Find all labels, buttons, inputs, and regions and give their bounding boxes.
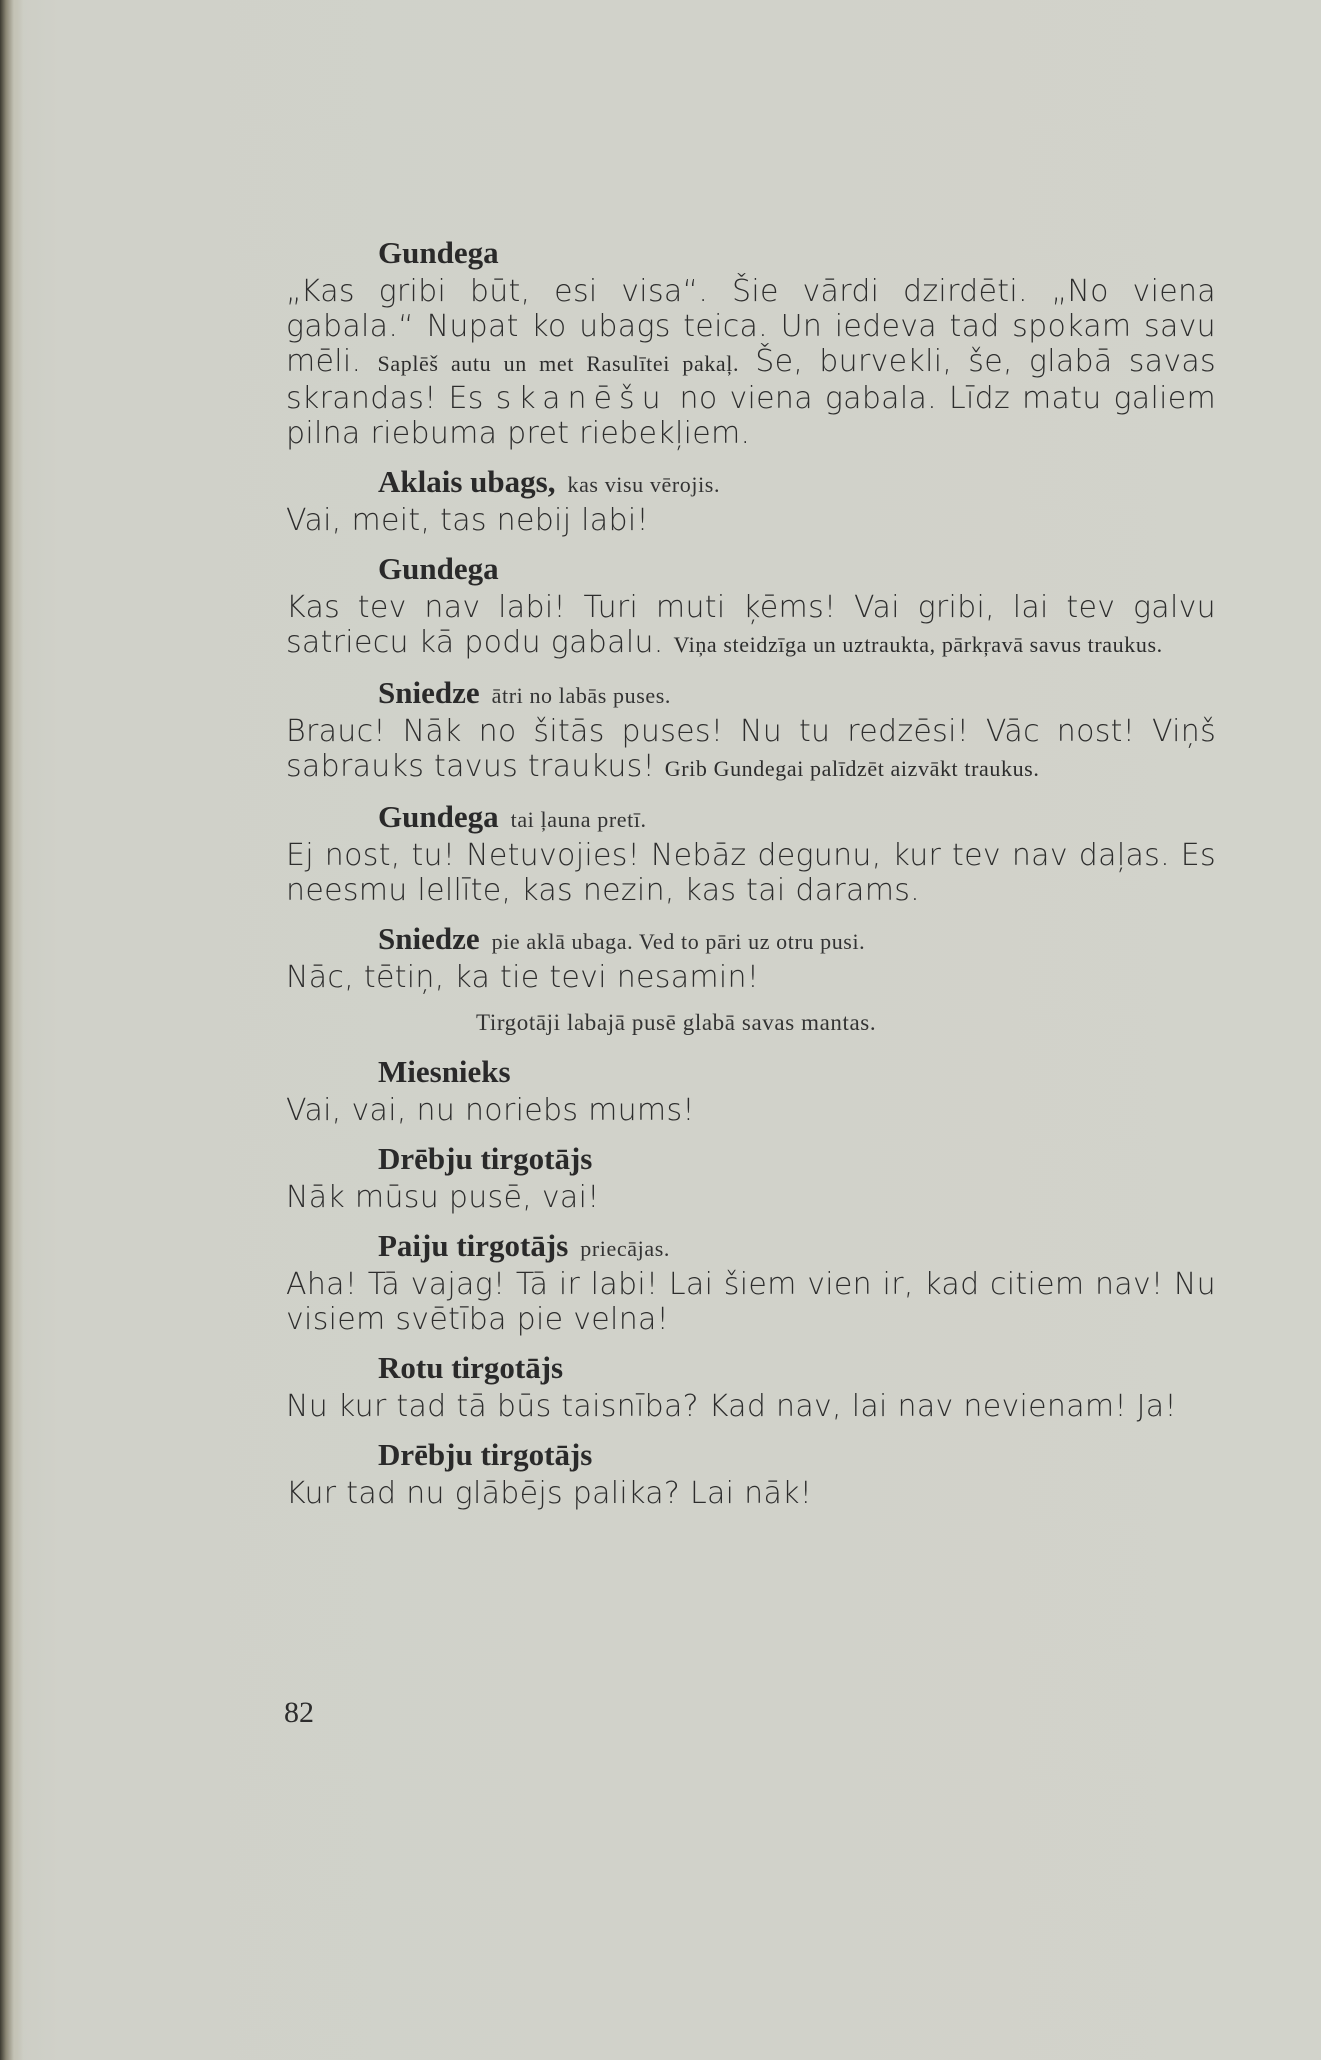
stage-direction-block	[286, 1005, 1216, 1041]
speaker-name: Miesnieks	[378, 1054, 511, 1089]
dialogue-segment: Kas tev nav labi! Turi muti ķēms! Vai gribi, lai tev galvu satriecu kā podu gabalu.	[286, 590, 1216, 660]
dialogue-block	[286, 796, 1216, 908]
speaker-name: Paiju tirgotājs	[378, 1228, 569, 1263]
page-number: 82	[284, 1696, 314, 1729]
speaker-name: Drēbju tirgotājs	[378, 1141, 593, 1176]
speaker-line	[378, 1347, 1216, 1389]
dialogue-text: Nāk mūsu pusē, vai!	[286, 1180, 600, 1215]
dialogue-segment: Brauc! Nāk no šitās puses! Nu tu redzēsi! Vāc nost! Viņš sabrauks tavus traukus!	[286, 714, 1216, 784]
speaker-name: Gundega	[378, 235, 499, 270]
inline-stage-direction: Viņa steidzīga un uztraukta, pārkŗavā savus traukus.	[673, 632, 1163, 657]
dialogue-text	[286, 590, 1216, 662]
dialogue-block	[286, 1138, 1216, 1215]
dialogue-text: Vai, meit, tas nebij labi!	[286, 503, 649, 538]
speaker-name: Drēbju tirgotājs	[378, 1437, 593, 1472]
dialogue-block	[286, 461, 1216, 538]
speaker-name: Aklais ubags,	[378, 464, 556, 499]
speaker-line	[378, 672, 1216, 714]
speaker-name: Gundega	[378, 551, 499, 586]
dialogue-text: Kur tad nu glābējs palika? Lai nāk!	[286, 1476, 813, 1511]
dialogue-block	[286, 1051, 1216, 1128]
dialogue-block	[286, 918, 1216, 995]
stage-direction: pie aklā ubaga. Ved to pāri uz otru pusi.	[491, 929, 866, 954]
dialogue-text: Aha! Tā vajag! Tā ir labi! Lai šiem vien ir, kad citiem nav! Nu visiem svētība pie velna!	[286, 1267, 1216, 1337]
dialogue-block	[286, 1225, 1216, 1337]
speaker-name: Sniedze	[378, 921, 480, 956]
dialogue-segment: Še, burvekli, še, glabā savas skrandas! Es	[286, 344, 1216, 416]
stage-direction: priecājas.	[580, 1236, 670, 1261]
dialogue-text: Ej nost, tu! Netuvojies! Nebāz degunu, kur tev nav daļas. Es neesmu lellīte, kas nezin, kas tai darams.	[286, 838, 1216, 908]
speaker-name: Gundega	[378, 799, 499, 834]
speaker-line	[378, 232, 1216, 274]
dialogue-text: Nu kur tad tā būs taisnība? Kad nav, lai nav nevienam! Ja!	[286, 1389, 1177, 1424]
stage-direction: tai ļauna pretī.	[510, 807, 647, 832]
stage-direction: Tirgotāji labajā pusē glabā savas mantas.	[476, 1010, 877, 1035]
speaker-line	[378, 461, 1216, 503]
dialogue-block	[286, 1347, 1216, 1424]
dialogue-block	[286, 1434, 1216, 1511]
dialogue-text	[286, 274, 1216, 451]
speaker-line	[378, 918, 1216, 960]
stage-direction: kas visu vērojis.	[567, 472, 721, 497]
stage-direction: ātri no labās puses.	[491, 683, 672, 708]
dialogue-segment: no viena gabala. Līdz matu galiem pilna riebuma pret riebekļiem.	[286, 381, 1217, 451]
dialogue-text	[286, 714, 1216, 786]
dialogue-text: Nāc, tētiņ, ka tie tevi nesamin!	[286, 960, 760, 995]
speaker-line	[378, 796, 1216, 838]
dialogue-block	[286, 548, 1216, 662]
book-spine-shadow	[0, 0, 24, 2060]
page-content	[286, 232, 1216, 1521]
inline-stage-direction: Grib Gundegai palīdzēt aizvākt traukus.	[664, 756, 1040, 781]
dialogue-block	[286, 672, 1216, 786]
dialogue-segment: „Kas gribi būt, esi visa“. Šie vārdi dzirdēti. „No viena gabala.“ Nupat ko ubags teica. Un iedeva tad spokam savu mēli.	[286, 274, 1216, 379]
speaker-line	[378, 1225, 1216, 1267]
speaker-name: Rotu tirgotājs	[378, 1350, 564, 1385]
emphasized-word: skanēšu	[495, 381, 668, 416]
speaker-line	[378, 1434, 1216, 1476]
inline-stage-direction: Saplēš autu un met Rasulītei pakaļ.	[377, 351, 740, 376]
dialogue-text: Vai, vai, nu noriebs mums!	[286, 1093, 695, 1128]
dialogue-block	[286, 232, 1216, 451]
speaker-line	[378, 1051, 1216, 1093]
speaker-line	[378, 548, 1216, 590]
speaker-name: Sniedze	[378, 675, 480, 710]
speaker-line	[378, 1138, 1216, 1180]
